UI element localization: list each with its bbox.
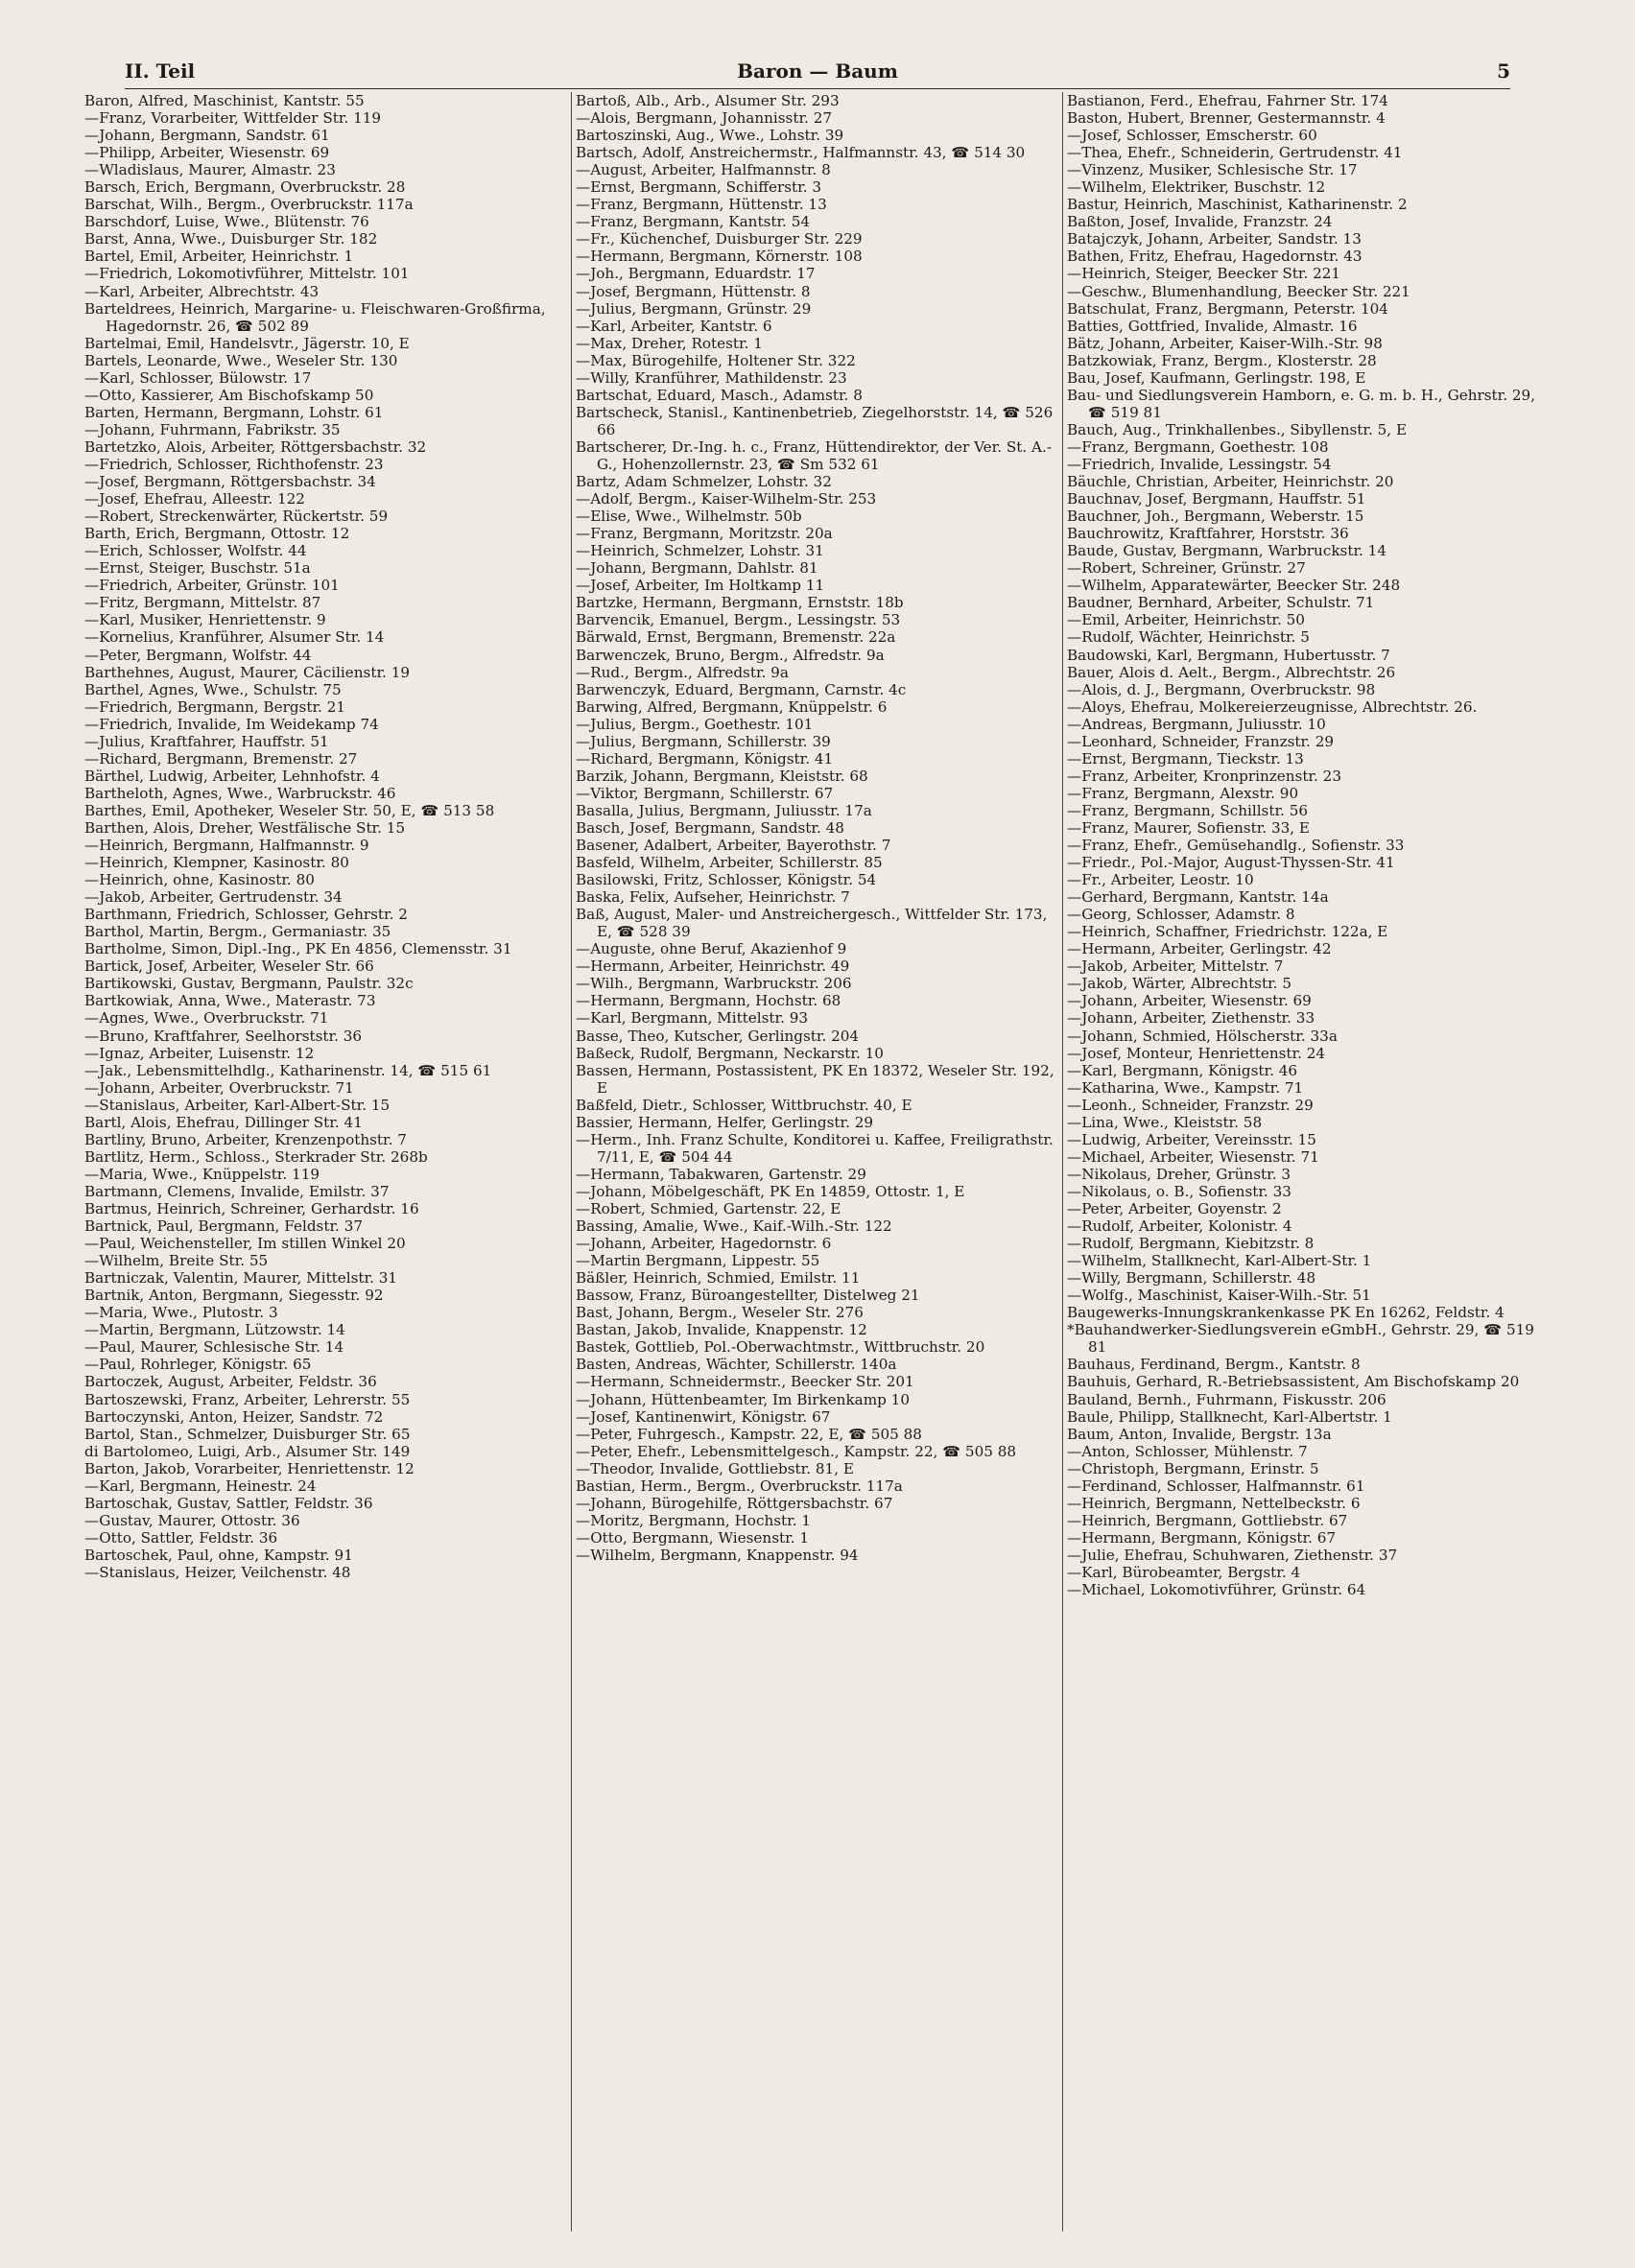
- directory-entry: Baum, Anton, Invalide, Bergstr. 13a: [1067, 1425, 1332, 1443]
- directory-entry: Bartoczek, August, Arbeiter, Feldstr. 36: [84, 1373, 377, 1391]
- directory-entry: —Johann, Arbeiter, Overbruckstr. 71: [84, 1078, 354, 1097]
- section-label: II. Teil: [125, 59, 196, 83]
- directory-entry: —Kornelius, Kranführer, Alsumer Str. 14: [84, 628, 385, 647]
- directory-entry: —Johann, Bürogehilfe, Röttgersbachstr. 67: [576, 1494, 893, 1512]
- directory-entry: —Hermann, Bergmann, Körnerstr. 108: [576, 248, 863, 266]
- directory-entry: —Karl, Bürobeamter, Bergstr. 4: [1067, 1563, 1301, 1581]
- directory-entry: Basse, Theo, Kutscher, Gerlingstr. 204: [576, 1027, 860, 1045]
- column-right: [1067, 92, 1552, 2237]
- directory-entry: —Josef, Schlosser, Emscherstr. 60: [1067, 127, 1317, 145]
- directory-entry: Basalla, Julius, Bergmann, Juliusstr. 17a: [576, 801, 872, 819]
- directory-entry: —Heinrich, Bergmann, Halfmannstr. 9: [84, 837, 369, 855]
- directory-entry: —Alois, d. J., Bergmann, Overbruckstr. 98: [1067, 680, 1376, 698]
- directory-entry: —Philipp, Arbeiter, Wiesenstr. 69: [84, 144, 330, 162]
- directory-entry: —Aloys, Ehefrau, Molkereierzeugnisse, Albrechtstr. 26.: [1067, 697, 1478, 716]
- directory-entry: —Wilhelm, Breite Str. 55: [84, 1252, 269, 1270]
- directory-entry: Bäuchle, Christian, Arbeiter, Heinrichstr. 20: [1067, 473, 1394, 491]
- directory-entry: Bastianon, Ferd., Ehefrau, Fahrner Str. 174: [1067, 92, 1388, 109]
- directory-entry: —Peter, Bergmann, Wolfstr. 44: [84, 646, 312, 664]
- directory-entry: —Heinrich, Steiger, Beecker Str. 221: [1067, 265, 1341, 283]
- directory-columns: [84, 92, 1552, 2241]
- directory-entry: —Maria, Wwe., Plutostr. 3: [84, 1304, 278, 1322]
- directory-entry: —Nikolaus, o. B., Sofienstr. 33: [1067, 1182, 1291, 1200]
- directory-entry: —Lina, Wwe., Kleiststr. 58: [1067, 1113, 1263, 1131]
- directory-entry: Bartels, Leonarde, Wwe., Weseler Str. 130: [84, 351, 398, 369]
- directory-entry: —Johann, Arbeiter, Ziethenstr. 33: [1067, 1009, 1315, 1028]
- directory-entry: —Josef, Monteur, Henriettenstr. 24: [1067, 1044, 1326, 1062]
- directory-entry: —Alois, Bergmann, Johannisstr. 27: [576, 109, 833, 128]
- directory-entry: —Franz, Vorarbeiter, Wittfelder Str. 119: [84, 109, 382, 128]
- directory-entry: Barthol, Martin, Bergm., Germaniastr. 35: [84, 923, 391, 941]
- directory-entry: Bartl, Alois, Ehefrau, Dillinger Str. 41: [84, 1113, 363, 1131]
- directory-entry: Baule, Philipp, Stallknecht, Karl-Albertstr. 1: [1067, 1407, 1392, 1426]
- directory-entry: Bau- und Siedlungsverein Hamborn, e. G. m. b. H., Gehrstr. 29, ☎ 519 81: [1067, 386, 1536, 421]
- directory-entry: Basfeld, Wilhelm, Arbeiter, Schillerstr. 85: [576, 854, 883, 872]
- directory-entry: Barthmann, Friedrich, Schlosser, Gehrstr. 2: [84, 906, 408, 924]
- directory-entry: Baska, Felix, Aufseher, Heinrichstr. 7: [576, 888, 850, 907]
- directory-entry: Batajczyk, Johann, Arbeiter, Sandstr. 13: [1067, 230, 1362, 248]
- directory-entry: —Friedrich, Arbeiter, Grünstr. 101: [84, 577, 340, 595]
- directory-entry: Bartschat, Eduard, Masch., Adamstr. 8: [576, 386, 863, 404]
- directory-entry: Barschdorf, Luise, Wwe., Blütenstr. 76: [84, 213, 369, 231]
- directory-entry: —Hermann, Bergmann, Königstr. 67: [1067, 1528, 1337, 1547]
- directory-entry: —Georg, Schlosser, Adamstr. 8: [1067, 906, 1295, 924]
- directory-entry: Bartmann, Clemens, Invalide, Emilstr. 37: [84, 1182, 390, 1200]
- directory-entry: Baudner, Bernhard, Arbeiter, Schulstr. 71: [1067, 594, 1375, 612]
- directory-entry: Barthes, Emil, Apotheker, Weseler Str. 50, E, ☎ 513 58: [84, 801, 495, 819]
- directory-entry: —Rudolf, Arbeiter, Kolonistr. 4: [1067, 1217, 1292, 1236]
- directory-entry: Bartoß, Alb., Arb., Alsumer Str. 293: [576, 92, 840, 109]
- directory-entry: Bassen, Hermann, Postassistent, PK En 18372, Weseler Str. 192, E: [576, 1061, 1054, 1097]
- directory-entry: Baron, Alfred, Maschinist, Kantstr. 55: [84, 92, 365, 109]
- directory-entry: —Gerhard, Bergmann, Kantstr. 14a: [1067, 888, 1329, 907]
- directory-entry: —Ernst, Bergmann, Tieckstr. 13: [1067, 749, 1304, 768]
- directory-entry: —Christoph, Bergmann, Erinstr. 5: [1067, 1459, 1319, 1477]
- directory-entry: —Julius, Kraftfahrer, Hauffstr. 51: [84, 732, 329, 750]
- directory-entry: Bärthel, Ludwig, Arbeiter, Lehnhofstr. 4: [84, 767, 380, 785]
- directory-entry: —Ludwig, Arbeiter, Vereinsstr. 15: [1067, 1130, 1316, 1148]
- directory-entry: —Heinrich, Schaffner, Friedrichstr. 122a, E: [1067, 923, 1388, 941]
- directory-entry: —Willy, Bergmann, Schillerstr. 48: [1067, 1269, 1316, 1288]
- directory-entry: Bartetzko, Alois, Arbeiter, Röttgersbachstr. 32: [84, 437, 427, 456]
- directory-entry: —Paul, Maurer, Schlesische Str. 14: [84, 1338, 344, 1357]
- directory-entry: di Bartolomeo, Luigi, Arb., Alsumer Str. 149: [84, 1442, 411, 1460]
- directory-entry: Basilowski, Fritz, Schlosser, Königstr. 54: [576, 871, 877, 889]
- directory-entry: Bartliny, Bruno, Arbeiter, Krenzenpothstr. 7: [84, 1130, 407, 1148]
- directory-entry: Bartel, Emil, Arbeiter, Heinrichstr. 1: [84, 248, 354, 266]
- directory-entry: —Wilh., Bergmann, Warbruckstr. 206: [576, 975, 852, 993]
- directory-entry: —Fr., Küchenchef, Duisburger Str. 229: [576, 230, 863, 248]
- directory-entry: —Wilhelm, Apparatewärter, Beecker Str. 248: [1067, 577, 1401, 595]
- directory-entry: Bartlitz, Herm., Schloss., Sterkrader Str. 268b: [84, 1147, 428, 1166]
- directory-entry: —Vinzenz, Musiker, Schlesische Str. 17: [1067, 161, 1358, 179]
- directory-entry: —Ignaz, Arbeiter, Luisenstr. 12: [84, 1044, 315, 1062]
- directory-entry: —Johann, Arbeiter, Hagedornstr. 6: [576, 1235, 832, 1253]
- directory-entry: —Otto, Bergmann, Wiesenstr. 1: [576, 1528, 810, 1547]
- directory-entry: Barvencik, Emanuel, Bergm., Lessingstr. 53: [576, 611, 901, 629]
- directory-entry: Baugewerks-Innungskrankenkasse PK En 16262, Feldstr. 4: [1067, 1304, 1505, 1322]
- directory-entry: —Wilhelm, Elektriker, Buschstr. 12: [1067, 178, 1326, 197]
- directory-entry: —Karl, Bergmann, Heinestr. 24: [84, 1477, 317, 1495]
- directory-entry: —Leonhard, Schneider, Franzstr. 29: [1067, 732, 1335, 750]
- directory-entry: Bartz, Adam Schmelzer, Lohstr. 32: [576, 473, 832, 491]
- directory-entry: —Karl, Arbeiter, Albrechtstr. 43: [84, 282, 320, 300]
- directory-entry: Baude, Gustav, Bergmann, Warbruckstr. 14: [1067, 542, 1387, 560]
- directory-entry: —Nikolaus, Dreher, Grünstr. 3: [1067, 1165, 1291, 1183]
- directory-entry: —Friedrich, Invalide, Im Weidekamp 74: [84, 715, 379, 733]
- directory-entry: —Franz, Bergmann, Hüttenstr. 13: [576, 196, 827, 214]
- directory-entry: —Wladislaus, Maurer, Almastr. 23: [84, 161, 336, 179]
- directory-entry: —Friedr., Pol.-Major, August-Thyssen-Str. 41: [1067, 854, 1395, 872]
- column-left: [84, 92, 564, 2237]
- directory-entry: —Elise, Wwe., Wilhelmstr. 50b: [576, 508, 802, 526]
- directory-entry: Baßeck, Rudolf, Bergmann, Neckarstr. 10: [576, 1044, 884, 1062]
- directory-entry: Baß, August, Maler- und Anstreichergesch., Wittfelder Str. 173, E, ☎ 528 39: [576, 906, 1048, 941]
- directory-entry: —Jakob, Wärter, Albrechtstr. 5: [1067, 975, 1291, 993]
- directory-entry: —Erich, Schlosser, Wolfstr. 44: [84, 542, 307, 560]
- directory-entry: —Agnes, Wwe., Overbruckstr. 71: [84, 1009, 329, 1028]
- directory-entry: —Johann, Fuhrmann, Fabrikstr. 35: [84, 420, 341, 438]
- directory-entry: Barwenczyk, Eduard, Bergmann, Carnstr. 4c: [576, 680, 907, 698]
- directory-entry: —Otto, Kassierer, Am Bischofskamp 50: [84, 386, 374, 404]
- directory-entry: —Heinrich, ohne, Kasinostr. 80: [84, 871, 315, 889]
- directory-entry: —Karl, Bergmann, Mittelstr. 93: [576, 1009, 809, 1028]
- directory-entry: —Wilhelm, Stallknecht, Karl-Albert-Str. 1: [1067, 1252, 1372, 1270]
- directory-entry: —Geschw., Blumenhandlung, Beecker Str. 221: [1067, 282, 1410, 300]
- directory-entry: —Viktor, Bergmann, Schillerstr. 67: [576, 784, 834, 802]
- directory-entry: —Johann, Bergmann, Sandstr. 61: [84, 127, 330, 145]
- directory-entry: Bauland, Bernh., Fuhrmann, Fiskusstr. 206: [1067, 1390, 1386, 1408]
- directory-entry: Baßfeld, Dietr., Schlosser, Wittbruchstr. 40, E: [576, 1096, 912, 1114]
- directory-entry: —Karl, Arbeiter, Kantstr. 6: [576, 317, 772, 335]
- directory-entry: —Hermann, Arbeiter, Heinrichstr. 49: [576, 957, 850, 976]
- directory-entry: —Martin, Bergmann, Lützowstr. 14: [84, 1321, 345, 1339]
- directory-entry: Bartscherer, Dr.-Ing. h. c., Franz, Hüttendirektor, der Ver. St. A.-G., Hohenzollernstr. 23, ☎ Sm 532 61: [576, 437, 1052, 473]
- directory-entry: Bastian, Herm., Bergm., Overbruckstr. 117a: [576, 1477, 903, 1495]
- directory-entry: —Johann, Arbeiter, Wiesenstr. 69: [1067, 992, 1312, 1010]
- directory-entry: Bauchner, Joh., Bergmann, Weberstr. 15: [1067, 508, 1364, 526]
- directory-entry: —Richard, Bergmann, Königstr. 41: [576, 749, 834, 768]
- directory-entry: —Emil, Arbeiter, Heinrichstr. 50: [1067, 611, 1305, 629]
- directory-entry: —Hermann, Bergmann, Hochstr. 68: [576, 992, 841, 1010]
- directory-entry: Bartscheck, Stanisl., Kantinenbetrieb, Ziegelhorststr. 14, ☎ 526 66: [576, 403, 1054, 438]
- directory-entry: Basten, Andreas, Wächter, Schillerstr. 140a: [576, 1356, 897, 1374]
- directory-entry: —Hermann, Arbeiter, Gerlingstr. 42: [1067, 940, 1332, 958]
- directory-entry: —Ernst, Bergmann, Schifferstr. 3: [576, 178, 822, 197]
- directory-entry: —Josef, Arbeiter, Im Holtkamp 11: [576, 577, 825, 595]
- directory-entry: Bauer, Alois d. Aelt., Bergm., Albrechtstr. 26: [1067, 663, 1396, 681]
- directory-entry: —Franz, Maurer, Sofienstr. 33, E: [1067, 818, 1311, 837]
- directory-entry: —Franz, Bergmann, Goethestr. 108: [1067, 437, 1329, 456]
- directory-entry: Barteldrees, Heinrich, Margarine- u. Fleischwaren-Großfirma, Hagedornstr. 26, ☎ 502 89: [84, 299, 546, 335]
- directory-entry: —Karl, Schlosser, Bülowstr. 17: [84, 368, 312, 387]
- directory-entry: —Julius, Bergmann, Grünstr. 29: [576, 299, 812, 318]
- directory-entry: Bartkowiak, Anna, Wwe., Materastr. 73: [84, 992, 376, 1010]
- directory-entry: Bauhuis, Gerhard, R.-Betriebsassistent, Am Bischofskamp 20: [1067, 1373, 1520, 1391]
- directory-entry: Barthehnes, August, Maurer, Cäcilienstr. 19: [84, 663, 411, 681]
- directory-entry: —Bruno, Kraftfahrer, Seelhorststr. 36: [84, 1027, 363, 1045]
- directory-entry: —Jakob, Arbeiter, Mittelstr. 7: [1067, 957, 1284, 976]
- directory-entry: —Paul, Rohrleger, Königstr. 65: [84, 1356, 312, 1374]
- directory-entry: Bassier, Hermann, Helfer, Gerlingstr. 29: [576, 1113, 874, 1131]
- directory-entry: —Hermann, Schneidermstr., Beecker Str. 201: [576, 1373, 914, 1391]
- running-title: Baron — Baum: [737, 59, 898, 83]
- directory-entry: Bätz, Johann, Arbeiter, Kaiser-Wilh.-Str. 98: [1067, 334, 1383, 352]
- directory-entry: Bärwald, Ernst, Bergmann, Bremenstr. 22a: [576, 628, 896, 647]
- directory-entry: —Michael, Lokomotivführer, Grünstr. 64: [1067, 1581, 1366, 1599]
- directory-entry: Bartmus, Heinrich, Schreiner, Gerhardstr. 16: [84, 1200, 419, 1217]
- directory-entry: —Hermann, Tabakwaren, Gartenstr. 29: [576, 1165, 866, 1183]
- directory-entry: —Herm., Inh. Franz Schulte, Konditorei u. Kaffee, Freiligrathstr. 7/11, E, ☎ 504 44: [576, 1130, 1054, 1166]
- directory-entry: Barst, Anna, Wwe., Duisburger Str. 182: [84, 230, 378, 248]
- directory-entry: Barten, Hermann, Bergmann, Lohstr. 61: [84, 403, 384, 421]
- directory-entry: —Franz, Ehefr., Gemüsehandlg., Sofienstr. 33: [1067, 837, 1405, 855]
- directory-entry: *Bauhandwerker-Siedlungsverein eGmbH., Gehrstr. 29, ☎ 519 81: [1067, 1321, 1534, 1357]
- directory-entry: —Franz, Bergmann, Moritzstr. 20a: [576, 525, 833, 543]
- directory-entry: Bastek, Gottlieb, Pol.-Oberwachtmstr., Wittbruchstr. 20: [576, 1338, 985, 1357]
- directory-entry: —Johann, Hüttenbeamter, Im Birkenkamp 10: [576, 1390, 910, 1408]
- directory-entry: —Josef, Ehefrau, Alleestr. 122: [84, 490, 305, 508]
- directory-entry: —Josef, Bergmann, Röttgersbachstr. 34: [84, 473, 376, 491]
- directory-entry: —Auguste, ohne Beruf, Akazienhof 9: [576, 940, 847, 958]
- directory-entry: —Robert, Schreiner, Grünstr. 27: [1067, 559, 1306, 578]
- directory-entry: —Heinrich, Klempner, Kasinostr. 80: [84, 854, 349, 872]
- directory-entry: —Franz, Bergmann, Alexstr. 90: [1067, 784, 1299, 802]
- directory-entry: —Max, Dreher, Rotestr. 1: [576, 334, 763, 352]
- directory-entry: —Stanislaus, Heizer, Veilchenstr. 48: [84, 1563, 351, 1581]
- directory-entry: Bathen, Fritz, Ehefrau, Hagedornstr. 43: [1067, 248, 1362, 266]
- directory-entry: Bau, Josef, Kaufmann, Gerlingstr. 198, E: [1067, 368, 1366, 387]
- directory-entry: —Andreas, Bergmann, Juliusstr. 10: [1067, 715, 1326, 733]
- directory-entry: Barzik, Johann, Bergmann, Kleiststr. 68: [576, 767, 868, 785]
- directory-entry: —Robert, Schmied, Gartenstr. 22, E: [576, 1200, 841, 1217]
- directory-entry: —Paul, Weichensteller, Im stillen Winkel 20: [84, 1235, 406, 1253]
- page-header: [125, 56, 1510, 89]
- directory-entry: —Max, Bürogehilfe, Holtener Str. 322: [576, 351, 856, 369]
- directory-entry: Bassow, Franz, Büroangestellter, Distelweg 21: [576, 1287, 920, 1305]
- directory-entry: Bartheloth, Agnes, Wwe., Warbruckstr. 46: [84, 784, 396, 802]
- directory-entry: —Julie, Ehefrau, Schuhwaren, Ziethenstr. 37: [1067, 1546, 1398, 1564]
- directory-entry: —Maria, Wwe., Knüppelstr. 119: [84, 1165, 320, 1183]
- directory-entry: —Willy, Kranführer, Mathildenstr. 23: [576, 368, 847, 387]
- directory-entry: Bauch, Aug., Trinkhallenbes., Sibyllenstr. 5, E: [1067, 420, 1408, 438]
- directory-entry: Bartoszewski, Franz, Arbeiter, Lehrerstr. 55: [84, 1390, 411, 1408]
- directory-entry: —Josef, Bergmann, Hüttenstr. 8: [576, 282, 811, 300]
- directory-entry: —Thea, Ehefr., Schneiderin, Gertrudenstr. 41: [1067, 144, 1403, 162]
- directory-entry: —Gustav, Maurer, Ottostr. 36: [84, 1511, 300, 1529]
- directory-entry: —Franz, Arbeiter, Kronprinzenstr. 23: [1067, 767, 1342, 785]
- directory-entry: —Johann, Schmied, Hölscherstr. 33a: [1067, 1027, 1338, 1045]
- directory-entry: Barsch, Erich, Bergmann, Overbruckstr. 28: [84, 178, 406, 197]
- directory-entry: —Johann, Bergmann, Dahlstr. 81: [576, 559, 818, 578]
- directory-entry: —Stanislaus, Arbeiter, Karl-Albert-Str. 15: [84, 1096, 391, 1114]
- directory-entry: —Adolf, Bergm., Kaiser-Wilhelm-Str. 253: [576, 490, 877, 508]
- directory-entry: —Peter, Ehefr., Lebensmittelgesch., Kampstr. 22, ☎ 505 88: [576, 1442, 1017, 1460]
- directory-entry: —Richard, Bergmann, Bremenstr. 27: [84, 749, 358, 768]
- page-number: 5: [1497, 59, 1510, 83]
- column-middle: [576, 92, 1055, 2237]
- directory-entry: —Karl, Bergmann, Königstr. 46: [1067, 1061, 1298, 1079]
- directory-entry: Barthel, Agnes, Wwe., Schulstr. 75: [84, 680, 342, 698]
- directory-entry: —Julius, Bergmann, Schillerstr. 39: [576, 732, 831, 750]
- directory-entry: Barwing, Alfred, Bergmann, Knüppelstr. 6: [576, 697, 888, 716]
- directory-entry: Bartzke, Hermann, Bergmann, Ernststr. 18b: [576, 594, 904, 612]
- directory-entry: Batschulat, Franz, Bergmann, Peterstr. 104: [1067, 299, 1388, 318]
- directory-entry: —Fr., Arbeiter, Leostr. 10: [1067, 871, 1254, 889]
- directory-entry: Bartoczynski, Anton, Heizer, Sandstr. 72: [84, 1407, 384, 1426]
- directory-entry: Bassing, Amalie, Wwe., Kaif.-Wilh.-Str. 122: [576, 1217, 892, 1236]
- directory-entry: Batzkowiak, Franz, Bergm., Klosterstr. 28: [1067, 351, 1377, 369]
- directory-entry: —Friedrich, Lokomotivführer, Mittelstr. 101: [84, 265, 410, 283]
- directory-entry: —Ferdinand, Schlosser, Halfmannstr. 61: [1067, 1477, 1365, 1495]
- directory-entry: —Heinrich, Bergmann, Nettelbeckstr. 6: [1067, 1494, 1361, 1512]
- directory-entry: —Joh., Bergmann, Eduardstr. 17: [576, 265, 816, 283]
- directory-entry: —Wilhelm, Bergmann, Knappenstr. 94: [576, 1546, 859, 1564]
- directory-entry: —Katharina, Wwe., Kampstr. 71: [1067, 1078, 1304, 1097]
- directory-entry: —Rud., Bergm., Alfredstr. 9a: [576, 663, 789, 681]
- directory-entry: Barthen, Alois, Dreher, Westfälische Str. 15: [84, 818, 406, 837]
- directory-entry: —Peter, Arbeiter, Goyenstr. 2: [1067, 1200, 1282, 1217]
- directory-entry: —Heinrich, Schmelzer, Lohstr. 31: [576, 542, 824, 560]
- directory-entry: —Johann, Möbelgeschäft, PK En 14859, Ottostr. 1, E: [576, 1182, 965, 1200]
- directory-entry: Barschat, Wilh., Bergm., Overbruckstr. 117a: [84, 196, 414, 214]
- directory-entry: —Fritz, Bergmann, Mittelstr. 87: [84, 594, 321, 612]
- directory-entry: —Jak., Lebensmittelhdlg., Katharinenstr. 14, ☎ 515 61: [84, 1061, 492, 1079]
- directory-entry: —Rudolf, Wächter, Heinrichstr. 5: [1067, 628, 1310, 647]
- directory-entry: —Peter, Fuhrgesch., Kampstr. 22, E, ☎ 505 88: [576, 1425, 922, 1443]
- directory-entry: —Martin Bergmann, Lippestr. 55: [576, 1252, 820, 1270]
- directory-entry: —Karl, Musiker, Henriettenstr. 9: [84, 611, 326, 629]
- directory-entry: Bartick, Josef, Arbeiter, Weseler Str. 66: [84, 957, 374, 976]
- directory-entry: —Otto, Sattler, Feldstr. 36: [84, 1528, 278, 1547]
- directory-entry: —Ernst, Steiger, Buschstr. 51a: [84, 559, 311, 578]
- directory-entry: Bartikowski, Gustav, Bergmann, Paulstr. 32c: [84, 975, 414, 993]
- directory-entry: Bartnik, Anton, Bergmann, Siegesstr. 92: [84, 1287, 384, 1305]
- directory-entry: —Michael, Arbeiter, Wiesenstr. 71: [1067, 1147, 1319, 1166]
- directory-entry: Basch, Josef, Bergmann, Sandstr. 48: [576, 818, 844, 837]
- directory-entry: —Anton, Schlosser, Mühlenstr. 7: [1067, 1442, 1308, 1460]
- directory-entry: Bartelmai, Emil, Handelsvtr., Jägerstr. 10, E: [84, 334, 410, 352]
- directory-entry: —Friedrich, Invalide, Lessingstr. 54: [1067, 455, 1332, 473]
- directory-entry: —Franz, Bergmann, Schillstr. 56: [1067, 801, 1309, 819]
- directory-entry: Baßton, Josef, Invalide, Franzstr. 24: [1067, 213, 1333, 231]
- directory-entry: —Josef, Kantinenwirt, Königstr. 67: [576, 1407, 831, 1426]
- directory-entry: Bast, Johann, Bergm., Weseler Str. 276: [576, 1304, 864, 1322]
- directory-entry: Bartnick, Paul, Bergmann, Feldstr. 37: [84, 1217, 364, 1236]
- directory-entry: Bartsch, Adolf, Anstreichermstr., Halfmannstr. 43, ☎ 514 30: [576, 144, 1026, 162]
- directory-entry: —Franz, Bergmann, Kantstr. 54: [576, 213, 811, 231]
- directory-entry: —Theodor, Invalide, Gottliebstr. 81, E: [576, 1459, 854, 1477]
- directory-entry: Bartholme, Simon, Dipl.-Ing., PK En 4856, Clemensstr. 31: [84, 940, 512, 958]
- directory-entry: —Friedrich, Bergmann, Bergstr. 21: [84, 697, 346, 716]
- directory-entry: Barth, Erich, Bergmann, Ottostr. 12: [84, 525, 350, 543]
- directory-entry: Baston, Hubert, Brenner, Gestermannstr. 4: [1067, 109, 1386, 128]
- directory-entry: Bartoszinski, Aug., Wwe., Lohstr. 39: [576, 127, 844, 145]
- directory-entry: Bastan, Jakob, Invalide, Knappenstr. 12: [576, 1321, 867, 1339]
- directory-entry: Bartoschak, Gustav, Sattler, Feldstr. 36: [84, 1494, 373, 1512]
- directory-entry: —Rudolf, Bergmann, Kiebitzstr. 8: [1067, 1235, 1315, 1253]
- directory-entry: Barton, Jakob, Vorarbeiter, Henriettenstr. 12: [84, 1459, 415, 1477]
- directory-entry: —Wolfg., Maschinist, Kaiser-Wilh.-Str. 51: [1067, 1287, 1371, 1305]
- directory-entry: —Robert, Streckenwärter, Rückertstr. 59: [84, 508, 389, 526]
- directory-entry: Bauhaus, Ferdinand, Bergm., Kantstr. 8: [1067, 1356, 1361, 1374]
- directory-entry: Basener, Adalbert, Arbeiter, Bayerothstr. 7: [576, 837, 891, 855]
- directory-entry: Bartoschek, Paul, ohne, Kampstr. 91: [84, 1546, 353, 1564]
- directory-entry: Batties, Gottfried, Invalide, Almastr. 16: [1067, 317, 1358, 335]
- directory-entry: —Moritz, Bergmann, Hochstr. 1: [576, 1511, 812, 1529]
- directory-entry: Bäßler, Heinrich, Schmied, Emilstr. 11: [576, 1269, 861, 1288]
- directory-entry: Bartniczak, Valentin, Maurer, Mittelstr. 31: [84, 1269, 398, 1288]
- directory-entry: —August, Arbeiter, Halfmannstr. 8: [576, 161, 831, 179]
- directory-entry: —Julius, Bergm., Goethestr. 101: [576, 715, 814, 733]
- directory-entry: Bauchnav, Josef, Bergmann, Hauffstr. 51: [1067, 490, 1366, 508]
- directory-entry: —Friedrich, Schlosser, Richthofenstr. 23: [84, 455, 384, 473]
- directory-entry: Bauchrowitz, Kraftfahrer, Horststr. 36: [1067, 525, 1349, 543]
- directory-entry: —Jakob, Arbeiter, Gertrudenstr. 34: [84, 888, 343, 907]
- directory-entry: Baudowski, Karl, Bergmann, Hubertusstr. 7: [1067, 646, 1390, 664]
- directory-entry: —Heinrich, Bergmann, Gottliebstr. 67: [1067, 1511, 1348, 1529]
- directory-entry: Barwenczek, Bruno, Bergm., Alfredstr. 9a: [576, 646, 885, 664]
- directory-entry: Bastur, Heinrich, Maschinist, Katharinenstr. 2: [1067, 196, 1408, 214]
- directory-entry: —Leonh., Schneider, Franzstr. 29: [1067, 1096, 1314, 1114]
- directory-entry: Bartol, Stan., Schmelzer, Duisburger Str. 65: [84, 1425, 411, 1443]
